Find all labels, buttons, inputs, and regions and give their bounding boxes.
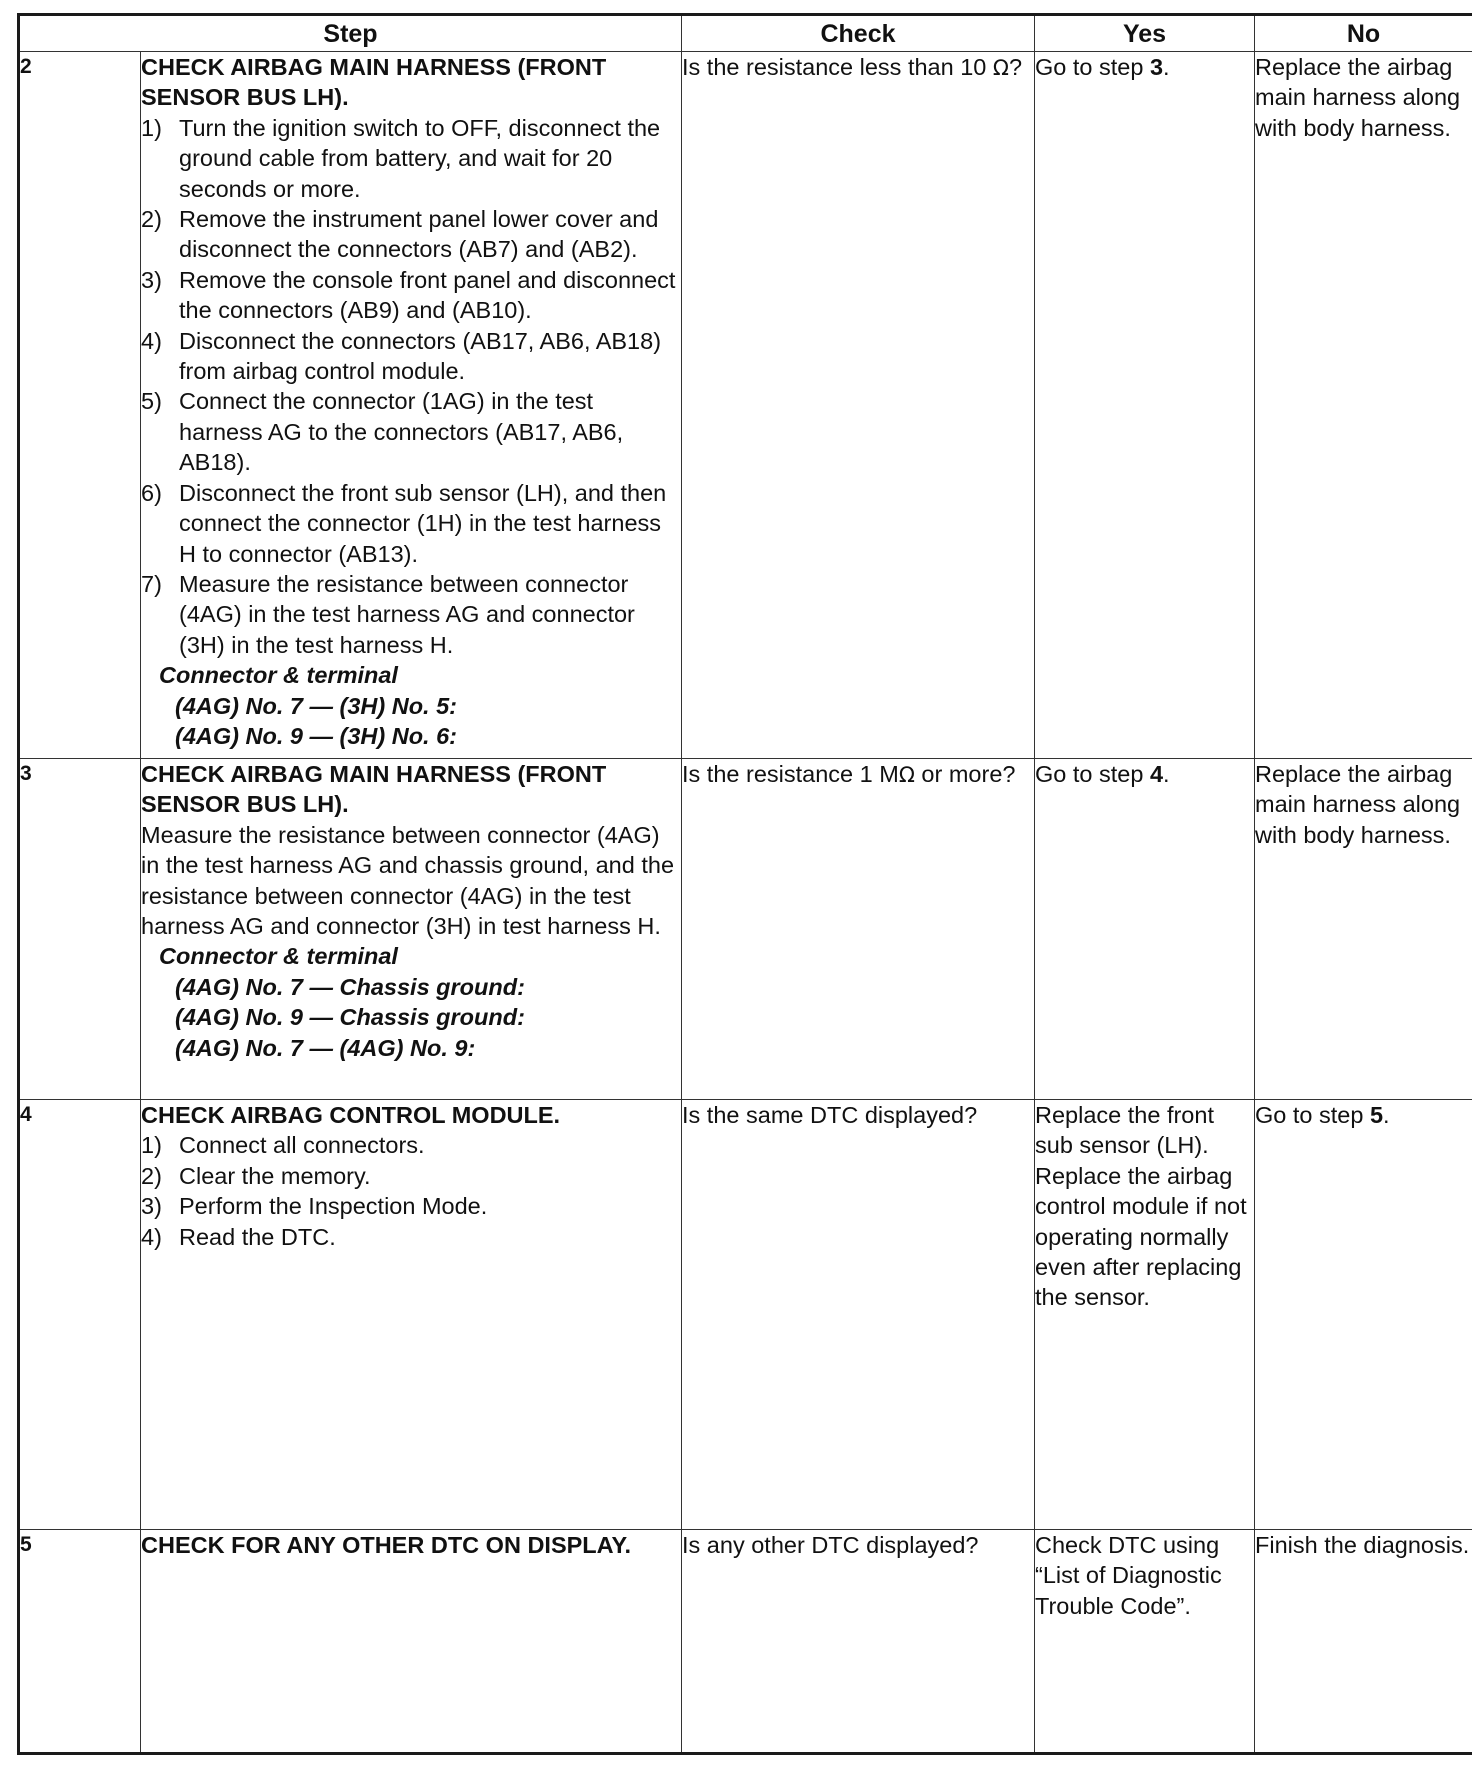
table-row-step-3 (19, 759, 1472, 1100)
step-title: CHECK AIRBAG MAIN HARNESS (FRONT SENSOR BUS LH). (141, 761, 607, 818)
ohm-symbol: Ω (898, 763, 915, 787)
step-item: 7) Measure the resistance between connector (4AG) in the test harness AG and connector (3H) in the test harness H. (141, 570, 635, 658)
table-row-step-5 (19, 1530, 1472, 1754)
step-item: 2) Clear the memory. (141, 1162, 371, 1189)
diagnostic-table (17, 13, 1472, 1755)
step-item: 2) Remove the instrument panel lower cover and disconnect the connectors (AB7) and (AB2). (141, 206, 659, 263)
step-item: 6) Disconnect the front sub sensor (LH), and then connect the connector (1H) in the test harness H to connector (AB13). (141, 479, 667, 567)
step-description (141, 759, 682, 1100)
step-reference: 4 (1149, 761, 1164, 787)
step-title: CHECK FOR ANY OTHER DTC ON DISPLAY. (141, 1532, 632, 1558)
step-description (141, 52, 682, 759)
step-item: 3) Remove the console front panel and disconnect the connectors (AB9) and (AB10). (141, 266, 676, 324)
terminal-spec: (4AG) No. 7 — (3H) No. 5: (175, 692, 458, 719)
step-description (141, 1530, 682, 1754)
header-row (19, 15, 1472, 52)
terminal-spec: (4AG) No. 9 — Chassis ground: (175, 1004, 525, 1031)
step-item: 1) Turn the ignition switch to OFF, disconnect the ground cable from battery, and wait for 20 seconds or more. (141, 114, 661, 202)
yes-cell: Go to step 3. (1035, 52, 1255, 759)
step-item: 4) Read the DTC. (141, 1223, 336, 1250)
table-row-step-4 (19, 1100, 1472, 1530)
check-cell: Is the same DTC displayed? (682, 1100, 1035, 1530)
step-reference: 5 (1369, 1102, 1384, 1128)
check-cell: Is any other DTC displayed? (682, 1530, 1035, 1754)
step-number: 3 (19, 759, 141, 1100)
terminal-spec: (4AG) No. 9 — (3H) No. 6: (175, 722, 458, 749)
step-number: 4 (19, 1100, 141, 1530)
step-number: 5 (19, 1530, 141, 1754)
step-item: 3) Perform the Inspection Mode. (141, 1193, 488, 1220)
step-item: 1) Connect all connectors. (141, 1132, 425, 1159)
step-title: CHECK AIRBAG CONTROL MODULE. (141, 1102, 561, 1128)
step-number: 2 (19, 52, 141, 759)
ohm-symbol: Ω (992, 56, 1009, 80)
step-reference: 3 (1149, 54, 1164, 80)
step-intro: Measure the resistance between connector (4AG) in the test harness AG and chassis ground, and the resistance between connector (4AG) in the test harness AG and connector (3H) in test harness H. (141, 821, 675, 940)
step-description (141, 1100, 682, 1530)
terminal-spec: (4AG) No. 7 — (4AG) No. 9: (175, 1034, 476, 1061)
terminal-spec: (4AG) No. 7 — Chassis ground: (175, 973, 525, 1000)
table-row-step-2 (19, 52, 1472, 759)
yes-cell: Go to step 4. (1035, 759, 1255, 1100)
no-cell: Go to step 5. (1255, 1100, 1472, 1530)
step-title: CHECK AIRBAG MAIN HARNESS (FRONT SENSOR BUS LH). (141, 54, 607, 111)
header-no: No (1255, 15, 1472, 52)
header-step: Step (19, 15, 682, 52)
yes-cell: Replace the front sub sensor (LH). Replace the airbag control module if not operating normally even after replacing the sensor. (1035, 1100, 1255, 1530)
no-cell: Replace the airbag main harness along with body harness. (1255, 52, 1472, 759)
header-check: Check (682, 15, 1035, 52)
terminal-heading: Connector & terminal (159, 943, 398, 970)
step-item: 4) Disconnect the connectors (AB17, AB6, AB18) from airbag control module. (141, 327, 662, 385)
no-cell: Finish the diagnosis. (1255, 1530, 1472, 1754)
check-cell: Is the resistance less than 10 Ω? (682, 52, 1035, 759)
no-cell: Replace the airbag main harness along with body harness. (1255, 759, 1472, 1100)
header-yes: Yes (1035, 15, 1255, 52)
check-cell: Is the resistance 1 MΩ or more? (682, 759, 1035, 1100)
terminal-heading: Connector & terminal (159, 662, 398, 689)
yes-cell: Check DTC using “List of Diagnostic Trouble Code”. (1035, 1530, 1255, 1754)
step-item: 5) Connect the connector (1AG) in the test harness AG to the connectors (AB17, AB6, AB18). (141, 388, 624, 476)
